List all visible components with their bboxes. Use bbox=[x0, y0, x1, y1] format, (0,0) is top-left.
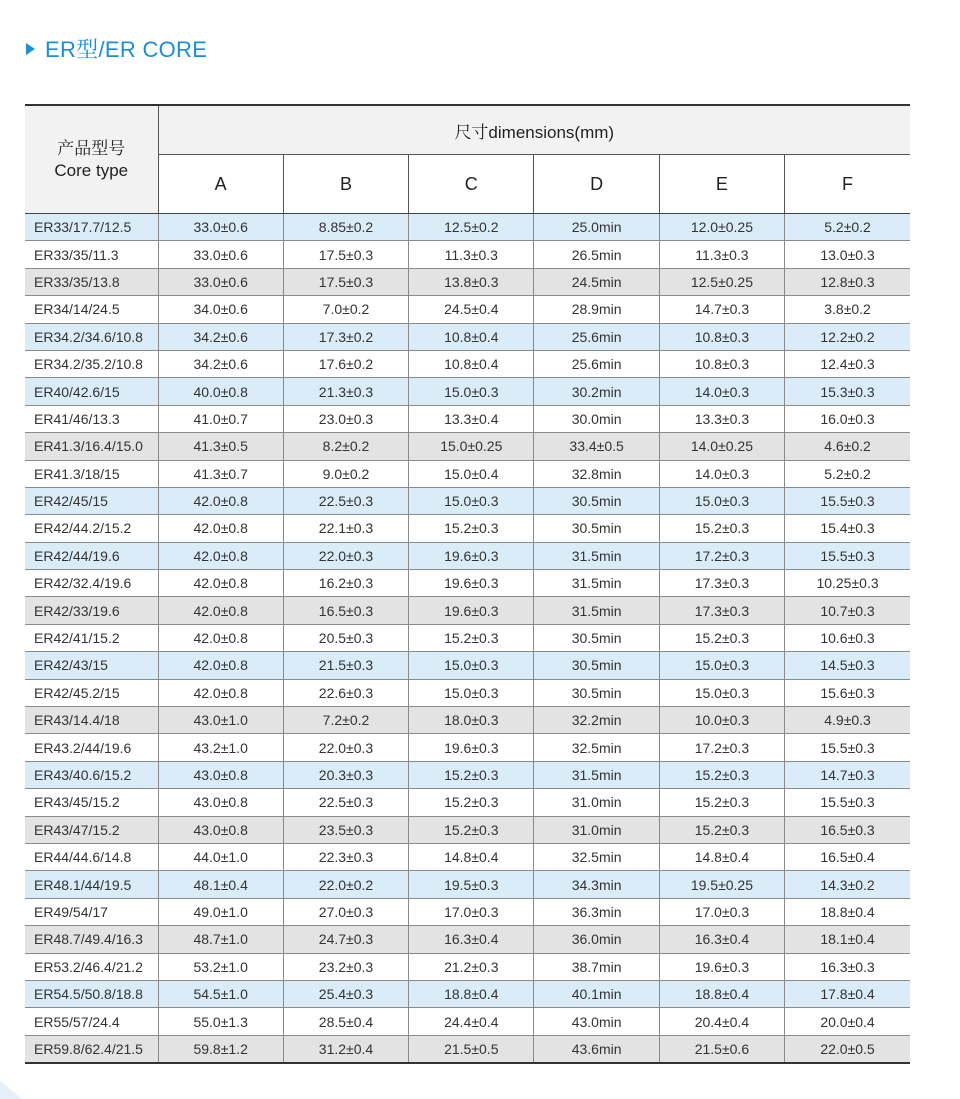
er-core-table bbox=[25, 104, 910, 1064]
dimension-cell-a: 42.0±0.8 bbox=[158, 597, 283, 624]
dimension-cell-d: 30.0min bbox=[534, 405, 659, 432]
dimensions-header: 尺寸dimensions(mm) bbox=[158, 105, 910, 155]
dimension-cell-a: 49.0±1.0 bbox=[158, 898, 283, 925]
table-row bbox=[25, 843, 910, 870]
dimension-cell-c: 19.6±0.3 bbox=[409, 597, 534, 624]
dimension-cell-d: 40.1min bbox=[534, 980, 659, 1007]
dimension-cell-a: 42.0±0.8 bbox=[158, 487, 283, 514]
dimension-cell-e: 15.2±0.3 bbox=[659, 624, 784, 651]
dimension-cell-f: 12.2±0.2 bbox=[785, 323, 910, 350]
core-type-cell: ER53.2/46.4/21.2 bbox=[25, 953, 158, 980]
dimension-cell-e: 16.3±0.4 bbox=[659, 926, 784, 953]
core-type-cell: ER59.8/62.4/21.5 bbox=[25, 1035, 158, 1063]
dimension-cell-e: 17.2±0.3 bbox=[659, 542, 784, 569]
core-type-cell: ER44/44.6/14.8 bbox=[25, 843, 158, 870]
core-type-cell: ER33/35/11.3 bbox=[25, 241, 158, 268]
dimension-cell-f: 15.5±0.3 bbox=[785, 789, 910, 816]
core-type-header-en: Core type bbox=[54, 160, 129, 180]
dimension-cell-e: 15.2±0.3 bbox=[659, 816, 784, 843]
core-type-cell: ER54.5/50.8/18.8 bbox=[25, 980, 158, 1007]
dimension-cell-f: 5.2±0.2 bbox=[785, 460, 910, 487]
dimension-cell-a: 55.0±1.3 bbox=[158, 1008, 283, 1035]
core-type-cell: ER43/45/15.2 bbox=[25, 789, 158, 816]
dimension-cell-a: 43.0±0.8 bbox=[158, 761, 283, 788]
dimension-cell-f: 10.7±0.3 bbox=[785, 597, 910, 624]
dimension-cell-f: 16.5±0.3 bbox=[785, 816, 910, 843]
core-type-cell: ER48.1/44/19.5 bbox=[25, 871, 158, 898]
dimension-cell-f: 4.6±0.2 bbox=[785, 433, 910, 460]
dimension-cell-f: 14.5±0.3 bbox=[785, 652, 910, 679]
core-type-cell: ER34.2/35.2/10.8 bbox=[25, 350, 158, 377]
dimension-cell-e: 15.0±0.3 bbox=[659, 487, 784, 514]
dimension-cell-a: 34.2±0.6 bbox=[158, 350, 283, 377]
core-type-cell: ER34.2/34.6/10.8 bbox=[25, 323, 158, 350]
dimension-cell-e: 17.3±0.3 bbox=[659, 570, 784, 597]
dimension-cell-d: 30.5min bbox=[534, 487, 659, 514]
table-body bbox=[25, 214, 910, 1064]
dimension-cell-c: 13.8±0.3 bbox=[409, 268, 534, 295]
dimension-cell-e: 18.8±0.4 bbox=[659, 980, 784, 1007]
dimension-cell-a: 33.0±0.6 bbox=[158, 268, 283, 295]
table-row bbox=[25, 871, 910, 898]
dimension-cell-f: 18.1±0.4 bbox=[785, 926, 910, 953]
dimension-cell-a: 43.2±1.0 bbox=[158, 734, 283, 761]
core-type-cell: ER42/45/15 bbox=[25, 487, 158, 514]
table-row bbox=[25, 268, 910, 295]
dimension-cell-b: 7.0±0.2 bbox=[283, 296, 408, 323]
dimension-cell-b: 17.3±0.2 bbox=[283, 323, 408, 350]
dimension-cell-b: 25.4±0.3 bbox=[283, 980, 408, 1007]
dimension-cell-b: 24.7±0.3 bbox=[283, 926, 408, 953]
dimension-cell-b: 16.2±0.3 bbox=[283, 570, 408, 597]
table-row bbox=[25, 515, 910, 542]
table-row bbox=[25, 597, 910, 624]
dimension-cell-f: 10.6±0.3 bbox=[785, 624, 910, 651]
table-row bbox=[25, 898, 910, 925]
dimension-cell-c: 15.0±0.3 bbox=[409, 487, 534, 514]
core-type-cell: ER34/14/24.5 bbox=[25, 296, 158, 323]
dimension-cell-b: 23.0±0.3 bbox=[283, 405, 408, 432]
dimension-cell-e: 14.7±0.3 bbox=[659, 296, 784, 323]
table-row bbox=[25, 761, 910, 788]
dimension-cell-f: 10.25±0.3 bbox=[785, 570, 910, 597]
dimension-cell-d: 25.6min bbox=[534, 350, 659, 377]
dimension-cell-b: 20.5±0.3 bbox=[283, 624, 408, 651]
table-row bbox=[25, 707, 910, 734]
dimension-cell-a: 42.0±0.8 bbox=[158, 570, 283, 597]
dimension-cell-a: 42.0±0.8 bbox=[158, 624, 283, 651]
table-row bbox=[25, 652, 910, 679]
dimension-cell-c: 21.5±0.5 bbox=[409, 1035, 534, 1063]
dimension-cell-b: 22.3±0.3 bbox=[283, 843, 408, 870]
dimension-cell-b: 20.3±0.3 bbox=[283, 761, 408, 788]
triangle-bullet-icon bbox=[26, 43, 35, 55]
dimension-cell-d: 33.4±0.5 bbox=[534, 433, 659, 460]
core-type-cell: ER43.2/44/19.6 bbox=[25, 734, 158, 761]
dimension-cell-d: 32.5min bbox=[534, 843, 659, 870]
dimension-cell-c: 16.3±0.4 bbox=[409, 926, 534, 953]
dimension-cell-b: 22.5±0.3 bbox=[283, 487, 408, 514]
core-type-cell: ER42/45.2/15 bbox=[25, 679, 158, 706]
column-header-c: C bbox=[409, 155, 534, 214]
dimension-cell-f: 20.0±0.4 bbox=[785, 1008, 910, 1035]
dimension-cell-d: 32.5min bbox=[534, 734, 659, 761]
dimension-cell-d: 26.5min bbox=[534, 241, 659, 268]
dimension-cell-c: 15.0±0.3 bbox=[409, 679, 534, 706]
dimension-cell-e: 14.0±0.25 bbox=[659, 433, 784, 460]
dimension-cell-d: 30.5min bbox=[534, 515, 659, 542]
dimension-cell-e: 11.3±0.3 bbox=[659, 241, 784, 268]
dimension-cell-b: 8.85±0.2 bbox=[283, 214, 408, 241]
dimension-cell-a: 48.7±1.0 bbox=[158, 926, 283, 953]
dimension-cell-e: 14.8±0.4 bbox=[659, 843, 784, 870]
dimension-cell-b: 28.5±0.4 bbox=[283, 1008, 408, 1035]
core-type-cell: ER49/54/17 bbox=[25, 898, 158, 925]
dimension-cell-d: 31.5min bbox=[534, 597, 659, 624]
table-row bbox=[25, 460, 910, 487]
dimension-cell-e: 15.0±0.3 bbox=[659, 679, 784, 706]
dimension-cell-e: 19.5±0.25 bbox=[659, 871, 784, 898]
dimension-cell-a: 43.0±1.0 bbox=[158, 707, 283, 734]
table-row bbox=[25, 323, 910, 350]
dimension-cell-e: 15.2±0.3 bbox=[659, 515, 784, 542]
dimension-cell-f: 15.4±0.3 bbox=[785, 515, 910, 542]
dimension-cell-a: 34.2±0.6 bbox=[158, 323, 283, 350]
dimension-cell-d: 43.6min bbox=[534, 1035, 659, 1063]
table-header bbox=[25, 105, 910, 214]
core-type-header-cn: 产品型号 bbox=[57, 138, 126, 158]
dimension-cell-c: 15.2±0.3 bbox=[409, 816, 534, 843]
dimension-cell-e: 20.4±0.4 bbox=[659, 1008, 784, 1035]
dimension-cell-d: 24.5min bbox=[534, 268, 659, 295]
dimension-cell-e: 12.5±0.25 bbox=[659, 268, 784, 295]
dimension-cell-f: 13.0±0.3 bbox=[785, 241, 910, 268]
dimension-cell-c: 15.0±0.25 bbox=[409, 433, 534, 460]
column-header-e: E bbox=[659, 155, 784, 214]
core-type-cell: ER42/32.4/19.6 bbox=[25, 570, 158, 597]
dimension-cell-c: 12.5±0.2 bbox=[409, 214, 534, 241]
table-row bbox=[25, 378, 910, 405]
dimension-cell-f: 18.8±0.4 bbox=[785, 898, 910, 925]
dimension-cell-e: 14.0±0.3 bbox=[659, 460, 784, 487]
dimension-cell-d: 36.0min bbox=[534, 926, 659, 953]
dimension-cell-c: 14.8±0.4 bbox=[409, 843, 534, 870]
dimension-cell-f: 15.3±0.3 bbox=[785, 378, 910, 405]
dimension-cell-c: 19.6±0.3 bbox=[409, 570, 534, 597]
dimension-cell-e: 12.0±0.25 bbox=[659, 214, 784, 241]
dimension-cell-e: 10.8±0.3 bbox=[659, 350, 784, 377]
dimension-cell-a: 43.0±0.8 bbox=[158, 789, 283, 816]
dimension-cell-b: 17.5±0.3 bbox=[283, 241, 408, 268]
dimension-cell-f: 12.8±0.3 bbox=[785, 268, 910, 295]
dimension-cell-d: 43.0min bbox=[534, 1008, 659, 1035]
dimension-cell-c: 19.6±0.3 bbox=[409, 542, 534, 569]
dimension-cell-e: 15.2±0.3 bbox=[659, 761, 784, 788]
table-row bbox=[25, 487, 910, 514]
dimension-cell-c: 24.4±0.4 bbox=[409, 1008, 534, 1035]
dimension-cell-c: 15.0±0.4 bbox=[409, 460, 534, 487]
dimension-cell-e: 13.3±0.3 bbox=[659, 405, 784, 432]
dimension-cell-c: 18.8±0.4 bbox=[409, 980, 534, 1007]
table-row bbox=[25, 679, 910, 706]
dimension-cell-f: 17.8±0.4 bbox=[785, 980, 910, 1007]
table-row bbox=[25, 570, 910, 597]
dimension-cell-a: 41.3±0.7 bbox=[158, 460, 283, 487]
table-row bbox=[25, 433, 910, 460]
table-row bbox=[25, 816, 910, 843]
dimension-cell-c: 17.0±0.3 bbox=[409, 898, 534, 925]
dimension-cell-a: 54.5±1.0 bbox=[158, 980, 283, 1007]
dimension-cell-c: 10.8±0.4 bbox=[409, 350, 534, 377]
core-type-cell: ER33/35/13.8 bbox=[25, 268, 158, 295]
table-row bbox=[25, 624, 910, 651]
dimension-cell-b: 22.6±0.3 bbox=[283, 679, 408, 706]
dimension-cell-c: 15.2±0.3 bbox=[409, 761, 534, 788]
table-row bbox=[25, 350, 910, 377]
core-type-header bbox=[25, 105, 158, 214]
core-type-cell: ER40/42.6/15 bbox=[25, 378, 158, 405]
dimension-cell-d: 30.5min bbox=[534, 679, 659, 706]
dimension-cell-a: 48.1±0.4 bbox=[158, 871, 283, 898]
dimension-cell-c: 15.2±0.3 bbox=[409, 515, 534, 542]
dimension-cell-d: 32.2min bbox=[534, 707, 659, 734]
dimension-cell-d: 38.7min bbox=[534, 953, 659, 980]
dimension-cell-f: 15.5±0.3 bbox=[785, 542, 910, 569]
dimension-cell-a: 53.2±1.0 bbox=[158, 953, 283, 980]
core-type-cell: ER43/47/15.2 bbox=[25, 816, 158, 843]
dimension-cell-e: 10.8±0.3 bbox=[659, 323, 784, 350]
dimension-cell-d: 30.2min bbox=[534, 378, 659, 405]
dimension-cell-e: 15.2±0.3 bbox=[659, 789, 784, 816]
dimension-cell-b: 22.1±0.3 bbox=[283, 515, 408, 542]
dimension-cell-f: 15.5±0.3 bbox=[785, 487, 910, 514]
dimension-cell-f: 14.7±0.3 bbox=[785, 761, 910, 788]
dimension-cell-a: 33.0±0.6 bbox=[158, 241, 283, 268]
dimension-cell-d: 32.8min bbox=[534, 460, 659, 487]
dimension-cell-a: 33.0±0.6 bbox=[158, 214, 283, 241]
dimension-cell-e: 10.0±0.3 bbox=[659, 707, 784, 734]
dimension-cell-f: 3.8±0.2 bbox=[785, 296, 910, 323]
dimension-cell-b: 7.2±0.2 bbox=[283, 707, 408, 734]
core-type-cell: ER42/43/15 bbox=[25, 652, 158, 679]
dimension-cell-a: 34.0±0.6 bbox=[158, 296, 283, 323]
dimension-cell-c: 15.2±0.3 bbox=[409, 624, 534, 651]
core-type-cell: ER48.7/49.4/16.3 bbox=[25, 926, 158, 953]
dimension-cell-b: 8.2±0.2 bbox=[283, 433, 408, 460]
dimension-cell-f: 16.5±0.4 bbox=[785, 843, 910, 870]
dimension-cell-d: 31.5min bbox=[534, 542, 659, 569]
dimension-cell-f: 15.5±0.3 bbox=[785, 734, 910, 761]
dimension-cell-b: 22.0±0.3 bbox=[283, 542, 408, 569]
column-header-d: D bbox=[534, 155, 659, 214]
dimension-cell-b: 23.2±0.3 bbox=[283, 953, 408, 980]
dimension-cell-e: 17.3±0.3 bbox=[659, 597, 784, 624]
table-row bbox=[25, 542, 910, 569]
core-type-cell: ER42/41/15.2 bbox=[25, 624, 158, 651]
dimension-cell-b: 31.2±0.4 bbox=[283, 1035, 408, 1063]
dimension-cell-b: 21.5±0.3 bbox=[283, 652, 408, 679]
column-header-f: F bbox=[785, 155, 910, 214]
dimension-cell-f: 14.3±0.2 bbox=[785, 871, 910, 898]
dimension-cell-a: 44.0±1.0 bbox=[158, 843, 283, 870]
table-row bbox=[25, 405, 910, 432]
dimension-cell-f: 15.6±0.3 bbox=[785, 679, 910, 706]
table-row bbox=[25, 1035, 910, 1063]
dimension-cell-c: 11.3±0.3 bbox=[409, 241, 534, 268]
dimension-cell-b: 17.5±0.3 bbox=[283, 268, 408, 295]
dimension-cell-e: 15.0±0.3 bbox=[659, 652, 784, 679]
dimension-cell-f: 22.0±0.5 bbox=[785, 1035, 910, 1063]
dimension-cell-d: 25.0min bbox=[534, 214, 659, 241]
core-type-cell: ER42/44.2/15.2 bbox=[25, 515, 158, 542]
dimension-cell-a: 40.0±0.8 bbox=[158, 378, 283, 405]
core-type-cell: ER42/44/19.6 bbox=[25, 542, 158, 569]
core-type-cell: ER33/17.7/12.5 bbox=[25, 214, 158, 241]
column-header-a: A bbox=[158, 155, 283, 214]
dimension-cell-f: 12.4±0.3 bbox=[785, 350, 910, 377]
page-title-text: ER型/ER CORE bbox=[45, 37, 208, 62]
table-row bbox=[25, 980, 910, 1007]
dimension-cell-d: 31.0min bbox=[534, 816, 659, 843]
core-type-cell: ER55/57/24.4 bbox=[25, 1008, 158, 1035]
core-type-cell: ER41.3/18/15 bbox=[25, 460, 158, 487]
dimension-cell-b: 23.5±0.3 bbox=[283, 816, 408, 843]
table-row bbox=[25, 214, 910, 241]
corner-decoration bbox=[0, 1081, 22, 1099]
dimension-cell-b: 27.0±0.3 bbox=[283, 898, 408, 925]
dimension-cell-b: 22.0±0.3 bbox=[283, 734, 408, 761]
core-type-cell: ER43/40.6/15.2 bbox=[25, 761, 158, 788]
dimension-cell-b: 21.3±0.3 bbox=[283, 378, 408, 405]
dimension-cell-f: 5.2±0.2 bbox=[785, 214, 910, 241]
dimension-cell-a: 42.0±0.8 bbox=[158, 542, 283, 569]
dimension-cell-c: 21.2±0.3 bbox=[409, 953, 534, 980]
table-row bbox=[25, 789, 910, 816]
dimension-cell-c: 24.5±0.4 bbox=[409, 296, 534, 323]
dimension-cell-e: 21.5±0.6 bbox=[659, 1035, 784, 1063]
dimension-cell-a: 42.0±0.8 bbox=[158, 515, 283, 542]
dimension-cell-d: 30.5min bbox=[534, 652, 659, 679]
dimension-cell-b: 9.0±0.2 bbox=[283, 460, 408, 487]
table-row bbox=[25, 926, 910, 953]
page-title bbox=[26, 33, 207, 64]
dimension-cell-a: 59.8±1.2 bbox=[158, 1035, 283, 1063]
dimension-cell-d: 31.5min bbox=[534, 570, 659, 597]
dimension-cell-d: 36.3min bbox=[534, 898, 659, 925]
dimension-cell-c: 15.0±0.3 bbox=[409, 652, 534, 679]
dimension-cell-c: 13.3±0.4 bbox=[409, 405, 534, 432]
core-type-cell: ER43/14.4/18 bbox=[25, 707, 158, 734]
dimension-cell-e: 17.0±0.3 bbox=[659, 898, 784, 925]
dimension-cell-c: 19.5±0.3 bbox=[409, 871, 534, 898]
table-row bbox=[25, 734, 910, 761]
core-type-cell: ER41/46/13.3 bbox=[25, 405, 158, 432]
dimension-cell-d: 25.6min bbox=[534, 323, 659, 350]
dimension-cell-c: 10.8±0.4 bbox=[409, 323, 534, 350]
dimension-cell-f: 16.3±0.3 bbox=[785, 953, 910, 980]
core-type-cell: ER42/33/19.6 bbox=[25, 597, 158, 624]
dimension-cell-a: 43.0±0.8 bbox=[158, 816, 283, 843]
table-row bbox=[25, 241, 910, 268]
dimension-cell-f: 16.0±0.3 bbox=[785, 405, 910, 432]
dimension-cell-d: 34.3min bbox=[534, 871, 659, 898]
dimension-cell-b: 16.5±0.3 bbox=[283, 597, 408, 624]
dimension-cell-a: 41.3±0.5 bbox=[158, 433, 283, 460]
dimension-cell-e: 14.0±0.3 bbox=[659, 378, 784, 405]
dimension-cell-f: 4.9±0.3 bbox=[785, 707, 910, 734]
dimension-cell-d: 30.5min bbox=[534, 624, 659, 651]
table-row bbox=[25, 1008, 910, 1035]
dimension-cell-c: 18.0±0.3 bbox=[409, 707, 534, 734]
dimension-cell-e: 17.2±0.3 bbox=[659, 734, 784, 761]
dimension-cell-d: 31.0min bbox=[534, 789, 659, 816]
column-header-b: B bbox=[283, 155, 408, 214]
core-type-cell: ER41.3/16.4/15.0 bbox=[25, 433, 158, 460]
dimension-cell-e: 19.6±0.3 bbox=[659, 953, 784, 980]
dimension-cell-d: 28.9min bbox=[534, 296, 659, 323]
dimension-cell-b: 17.6±0.2 bbox=[283, 350, 408, 377]
dimension-cell-b: 22.0±0.2 bbox=[283, 871, 408, 898]
dimension-cell-a: 41.0±0.7 bbox=[158, 405, 283, 432]
dimension-cell-c: 19.6±0.3 bbox=[409, 734, 534, 761]
dimension-cell-a: 42.0±0.8 bbox=[158, 679, 283, 706]
dimension-cell-c: 15.0±0.3 bbox=[409, 378, 534, 405]
dimension-cell-a: 42.0±0.8 bbox=[158, 652, 283, 679]
dimension-cell-d: 31.5min bbox=[534, 761, 659, 788]
table-row bbox=[25, 296, 910, 323]
dimension-cell-b: 22.5±0.3 bbox=[283, 789, 408, 816]
dimension-cell-c: 15.2±0.3 bbox=[409, 789, 534, 816]
table-row bbox=[25, 953, 910, 980]
